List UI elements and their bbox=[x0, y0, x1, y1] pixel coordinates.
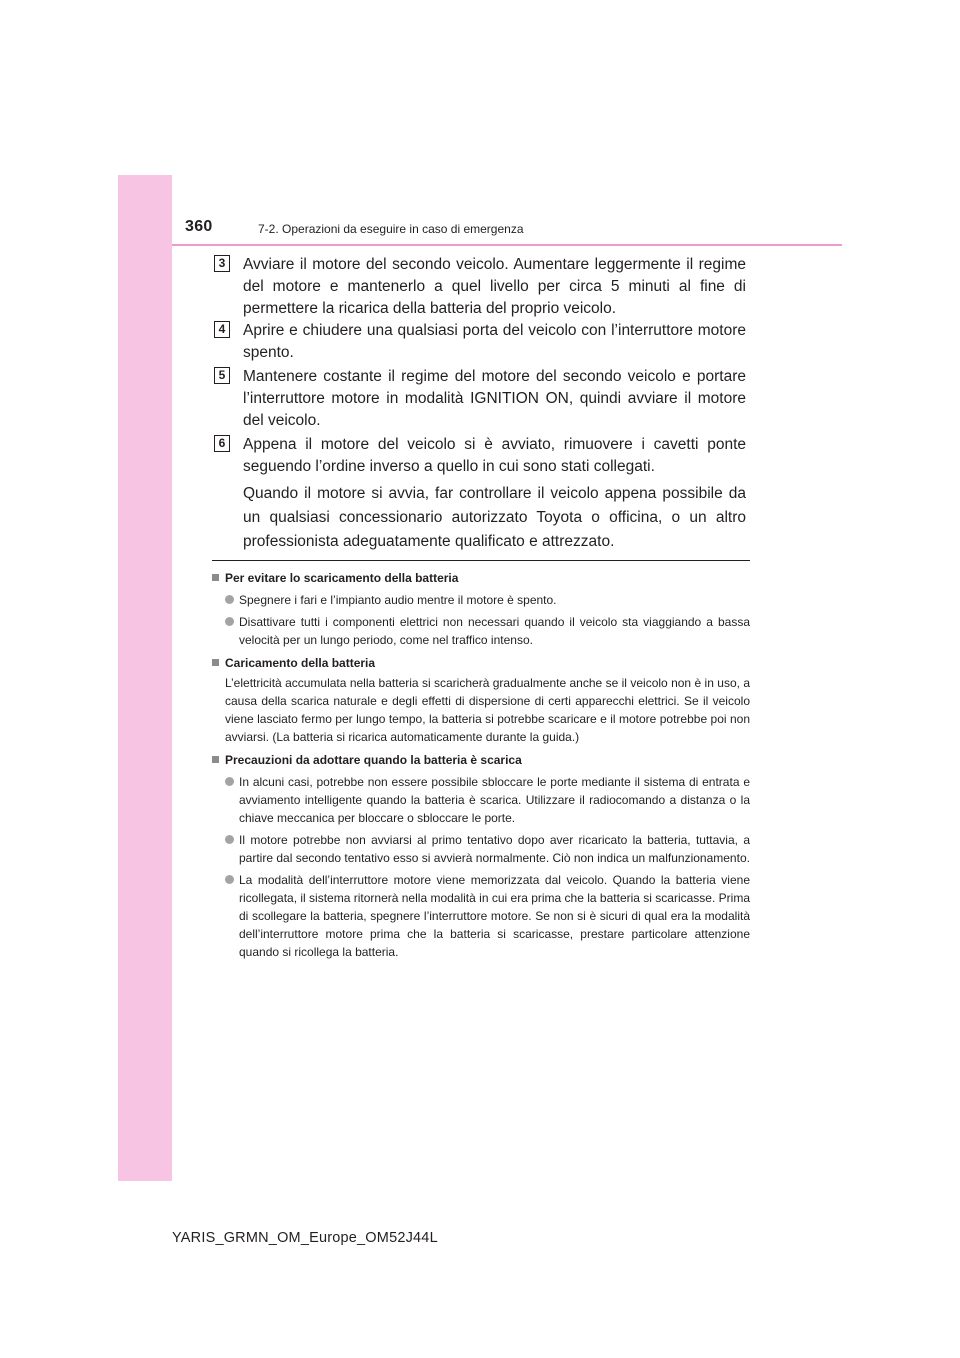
step-3 bbox=[214, 254, 746, 320]
document-footer-code: YARIS_GRMN_OM_Europe_OM52J44L bbox=[172, 1230, 438, 1246]
step-number-badge: 5 bbox=[214, 367, 230, 384]
note-heading: Per evitare lo scaricamento della batteria bbox=[212, 569, 750, 587]
step-number-badge: 3 bbox=[214, 255, 230, 272]
step-6 bbox=[214, 434, 746, 478]
note-bullet: Disattivare tutti i componenti elettrici non necessari quando il veicolo sta viaggiando a bassa velocità per un lungo periodo, come nel traffico intenso. bbox=[212, 613, 750, 649]
note-bullet: In alcuni casi, potrebbe non essere possibile sbloccare le porte mediante il sistema di entrata e avviamento intelligente quando la batteria è scarica. Utilizzare il radiocomando a distanza o la chiave meccanica per bloccare o sbloccare le porte. bbox=[212, 773, 750, 827]
header-divider bbox=[172, 244, 842, 246]
notes-section bbox=[212, 569, 750, 961]
step-text: Appena il motore del veicolo si è avviato, rimuovere i cavetti ponte seguendo l’ordine inverso a quello in cui sono stati collegati. bbox=[243, 436, 746, 475]
square-bullet-icon bbox=[212, 659, 219, 666]
circle-bullet-icon bbox=[225, 617, 234, 626]
note-bullet: La modalità dell’interruttore motore viene memorizzata dal veicolo. Quando la batteria viene ricollegata, il sistema ritornerà nella modalità in cui era prima che la batteria si scaricasse. Prima di scollegare la batteria, spegnere l’interruttore motore. Se non si è sicuri di qual era la modalità dell’interruttore motore prima che la batteria si scaricasse, prestare particolare attenzione quando si ricollega la batteria. bbox=[212, 871, 750, 961]
note-heading: Precauzioni da adottare quando la batteria è scarica bbox=[212, 751, 750, 769]
circle-bullet-icon bbox=[225, 875, 234, 884]
note-paragraph: L’elettricità accumulata nella batteria si scaricherà gradualmente anche se il veicolo non è in uso, a causa della scarica naturale e degli effetti di dispersione di certi apparecchi elettrici. Se il veicolo viene lasciato fermo per lungo tempo, la batteria si potrebbe scaricare e il motore potrebbe poi non avviarsi. (La batteria si ricarica automaticamente durante la guida.) bbox=[225, 676, 750, 744]
note-heading: Caricamento della batteria bbox=[212, 654, 750, 672]
step-text: Mantenere costante il regime del motore del secondo veicolo e portare l’interruttore motore in modalità IGNITION ON, quindi avviare il motore del veicolo. bbox=[243, 368, 746, 429]
section-tab-sidebar bbox=[118, 175, 172, 1181]
notes-divider bbox=[212, 560, 750, 561]
page-number: 360 bbox=[185, 218, 213, 235]
step-5 bbox=[214, 366, 746, 432]
step-text: Aprire e chiudere una qualsiasi porta del veicolo con l’interruttore motore spento. bbox=[243, 322, 746, 361]
step-4 bbox=[214, 320, 746, 364]
square-bullet-icon bbox=[212, 574, 219, 581]
step-number-badge: 6 bbox=[214, 435, 230, 452]
note-bullet: Spegnere i fari e l’impianto audio mentre il motore è spento. bbox=[212, 591, 750, 609]
step-number-badge: 4 bbox=[214, 321, 230, 338]
square-bullet-icon bbox=[212, 756, 219, 763]
section-title: 7-2. Operazioni da eseguire in caso di emergenza bbox=[258, 222, 524, 236]
dealer-check-paragraph: Quando il motore si avvia, far controllare il veicolo appena possibile da un qualsiasi concessionario autorizzato Toyota o officina, o un altro professionista adeguatamente qualificato e attrezzato. bbox=[243, 485, 746, 550]
step-text: Avviare il motore del secondo veicolo. Aumentare leggermente il regime del motore e mantenerlo a quel livello per circa 5 minuti al fine di permettere la ricarica della batteria del proprio veicolo. bbox=[243, 256, 746, 317]
circle-bullet-icon bbox=[225, 777, 234, 786]
note-bullet: Il motore potrebbe non avviarsi al primo tentativo dopo aver ricaricato la batteria, tuttavia, a partire dal secondo tentativo esso si avvierà normalmente. Ciò non indica un malfunzionamento. bbox=[212, 831, 750, 867]
circle-bullet-icon bbox=[225, 835, 234, 844]
circle-bullet-icon bbox=[225, 595, 234, 604]
